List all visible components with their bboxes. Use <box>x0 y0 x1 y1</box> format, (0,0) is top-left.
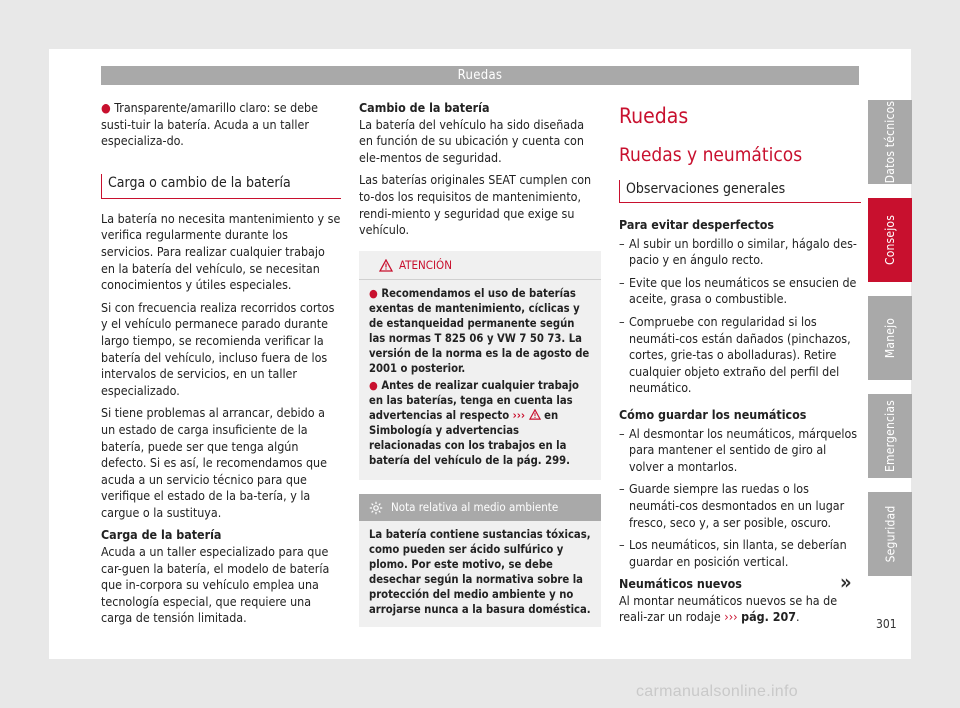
group-title: Para evitar desperfectos <box>619 217 774 232</box>
column-right <box>619 100 861 632</box>
paragraph: Al montar neumáticos nuevos se ha de reali-zar un rodaje ››› pág. 207. <box>619 592 838 625</box>
subheading-replacement: Cambio de la batería <box>359 100 490 115</box>
warning-body <box>359 280 601 480</box>
list-item: – Los neumáticos, sin llanta, se deberían guardar en posición vertical. <box>619 537 847 569</box>
chapter-title: Ruedas <box>619 104 689 128</box>
warning-item: ● Antes de realizar cualquier trabajo en las baterías, tenga en cuenta las advertencias al respecto ››› en Simbología y advertencias relacionadas con los trabajos en la batería del vehículo de la pág. 299. <box>369 379 579 468</box>
group-title: Neumáticos nuevos <box>619 576 742 592</box>
paragraph: Acuda a un taller especializado para que car-guen la batería, el modelo de batería que in-corpora su vehículo emplea una tecnología especial, que requiere una carga de tensión limitada. <box>101 544 330 626</box>
tab-datos-tecnicos[interactable]: Datos técnicos <box>868 100 912 184</box>
list-item: – Al desmontar los neumáticos, márquelos para mantener el sentido de giro al volver a montarlos. <box>619 425 858 474</box>
warning-triangle-icon <box>379 259 393 272</box>
tab-emergencias[interactable]: Emergencias <box>868 394 912 478</box>
reference-arrows: ››› <box>724 609 738 625</box>
section-title: Ruedas y neumáticos <box>619 144 803 166</box>
watermark: carmanualsonline.info <box>636 683 798 700</box>
reference-arrows: ››› <box>512 409 526 423</box>
warning-box <box>359 251 601 481</box>
bullet-paragraph: ● Transparente/amarillo claro: se debe susti-tuir la batería. Acuda a un taller especializa-do. <box>101 100 318 149</box>
paragraph: La batería no necesita mantenimiento y se verifica regularmente durante los servicios. Para realizar cualquier trabajo en la batería del vehículo, se necesitan conocimientos y útiles especiales. <box>101 210 341 293</box>
page-reference-link[interactable]: pág. 207 <box>741 609 797 625</box>
page-number: 301 <box>876 617 897 631</box>
environment-note-body: La batería contiene sustancias tóxicas, como pueden ser ácido sulfúrico y plomo. Por este motivo, se debe desechar según la normativa sobre la protección del medio ambiente y no arrojarse nunca a la basura doméstica. <box>369 527 591 616</box>
group-title: Cómo guardar los neumáticos <box>619 406 807 422</box>
list-item: – Compruebe con regularidad si los neumáti-cos están dañados (pinchazos, cortes, grie-tas o abolladuras). Retire cualquier objeto extraño del perfil del neumático. <box>619 313 851 396</box>
paragraph: La batería del vehículo ha sido diseñada en función de su ubicación y cuenta con ele-mentos de seguridad. <box>359 116 585 165</box>
warning-header: ATENCIÓN <box>359 251 601 281</box>
list-item: – Al subir un bordillo o similar, hágalo des-pacio y en ángulo recto. <box>619 235 857 268</box>
tab-manejo[interactable]: Manejo <box>868 296 912 380</box>
paragraph: Si con frecuencia realiza recorridos cortos y el vehículo permanece parado durante largo tiempo, se recomienda verificar la batería del vehículo, incluso fuera de los intervalos de servicios, en un taller especializado. <box>101 299 335 398</box>
paragraph: Las baterías originales SEAT cumplen con to-dos los requisitos de mantenimiento, rendi-miento y seguridad que exige su vehículo. <box>359 172 592 238</box>
warning-triangle-icon <box>529 409 541 420</box>
subheading-charging: Carga de la batería <box>101 527 222 543</box>
continued-marker: » <box>840 570 852 594</box>
environment-note-header: Nota relativa al medio ambiente <box>359 494 601 521</box>
list-item: – Guarde siempre las ruedas o los neumáti-cos desmontados en un lugar fresco, seco y, a ser posible, oscuro. <box>619 481 845 530</box>
tab-seguridad[interactable]: Seguridad <box>868 492 912 576</box>
column-left <box>101 100 341 633</box>
section-heading-battery: Carga o cambio de la batería <box>101 174 341 199</box>
warning-item: ● Recomendamos el uso de baterías exentas de mantenimiento, cíclicas y de estanqueidad permanente según las normas T 825 06 y VW 7 50 73. La versión de la norma es la de agosto de 2001 o posterior. <box>369 287 590 376</box>
tab-consejos[interactable]: Consejos <box>868 198 912 282</box>
environment-icon <box>369 501 383 515</box>
bullet-marker: ● <box>101 100 111 115</box>
running-header: Ruedas <box>101 66 859 85</box>
list-item: – Evite que los neumáticos se ensucien de aceite, grasa o combustible. <box>619 274 857 307</box>
environment-note-box <box>359 494 601 627</box>
subsection-title: Observaciones generales <box>619 180 861 203</box>
column-middle <box>359 100 601 627</box>
paragraph: Si tiene problemas al arrancar, debido a un estado de carga insuficiente de la batería, puede ser que tenga algún defecto. Si es así, le recomendamos que acuda a un servicio técnico para que verifique el estado de la ba-tería, y la cargue o la sustituya. <box>101 405 327 520</box>
